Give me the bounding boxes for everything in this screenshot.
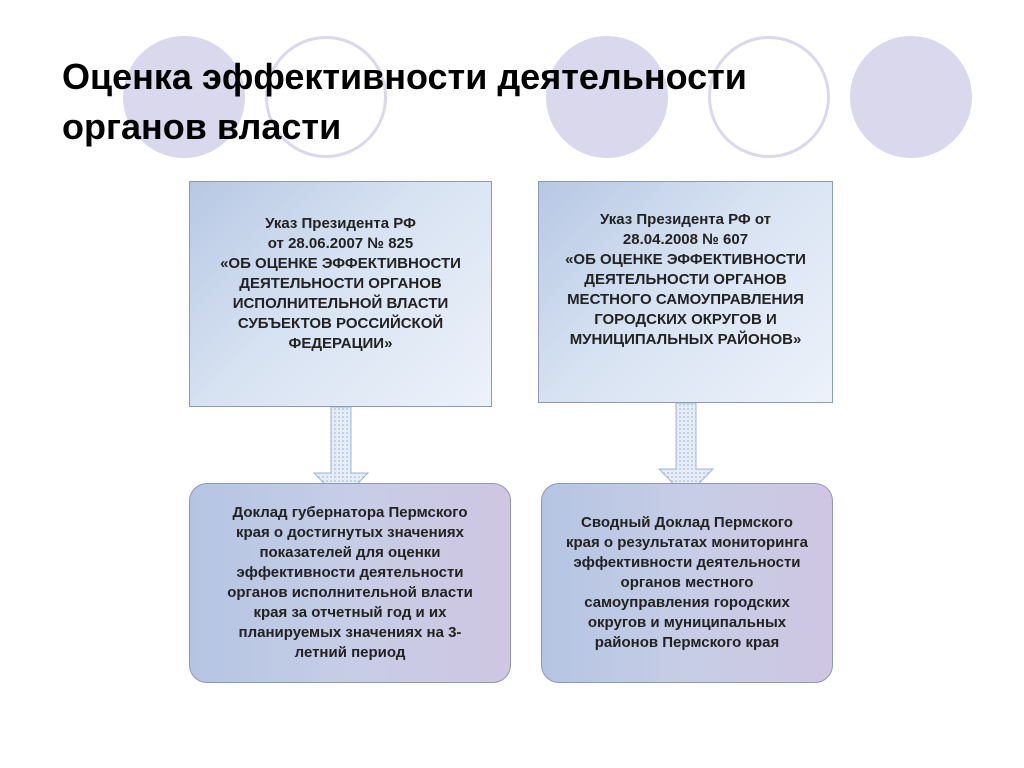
governor-report-text: Доклад губернатора Пермского края о достигнутых значениях показателей для оценки эффективности деятельности органов исполнительной власти края за отчетный год и их планируемых значениях на 3- летний период <box>227 504 473 661</box>
decree-text-825: Указ Президента РФ от 28.06.2007 № 825 «ОБ ОЦЕНКЕ ЭФФЕКТИВНОСТИ ДЕЯТЕЛЬНОСТИ ОРГАНОВ ИСПОЛНИТЕЛЬНОЙ ВЛАСТИ СУБЪЕКТОВ РОССИЙСКОЙ ФЕДЕРАЦИИ» <box>220 215 461 352</box>
governor-report-box <box>189 483 511 683</box>
decree-box-607 <box>538 181 833 403</box>
slide-title: Оценка эффективности деятельности органов власти <box>62 56 747 147</box>
consolidated-report-text: Сводный Доклад Пермского края о результатах мониторинга эффективности деятельности органов местного самоуправления городских округов и муниципальных районов Пермского края <box>566 514 808 651</box>
decree-text-607: Указ Президента РФ от 28.04.2008 № 607 «ОБ ОЦЕНКЕ ЭФФЕКТИВНОСТИ ДЕЯТЕЛЬНОСТИ ОРГАНОВ МЕСТНОГО САМОУПРАВЛЕНИЯ ГОРОДСКИХ ОКРУГОВ И МУНИЦИПАЛЬНЫХ РАЙОНОВ» <box>565 211 806 348</box>
consolidated-report-box <box>541 483 833 683</box>
decree-box-825 <box>189 181 492 407</box>
